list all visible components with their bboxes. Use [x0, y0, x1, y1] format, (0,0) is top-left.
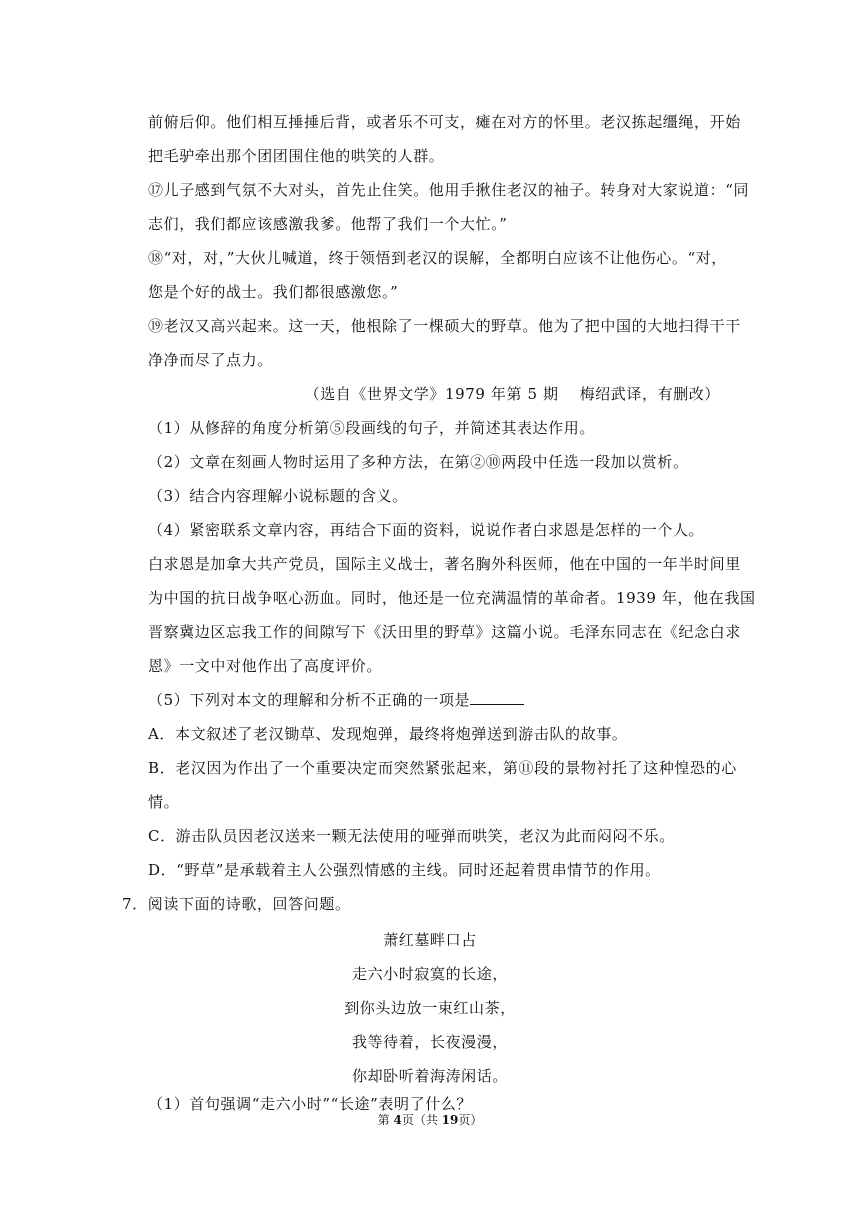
- passage-line: ⑰儿子感到气氛不大对头，首先止住笑。他用手揪住老汉的袖子。转身对大家说道：“同: [148, 181, 750, 199]
- passage-line: 把毛驴牵出那个团团围住他的哄笑的人群。: [148, 147, 445, 165]
- passage-line: ⑲老汉又高兴起来。这一天，他根除了一棵硕大的野草。他为了把中国的大地扫得干干: [148, 317, 741, 335]
- footer-page-number: 4: [393, 1113, 402, 1127]
- passage-line: 净净而尽了点力。: [148, 351, 273, 369]
- passage-line: ⑱“对，对，”大伙儿喊道，终于领悟到老汉的误解，全都明白应该不让他伤心。“对，: [148, 249, 727, 267]
- question-5: [148, 690, 524, 710]
- option-b: B．老汉因为作出了一个重要决定而突然紧张起来，第⑪段的景物衬托了这种惶恐的心: [148, 759, 737, 777]
- page-footer: [0, 1112, 860, 1128]
- question-7-1: （1）首句强调“走六小时”“长途”表明了什么？: [148, 1095, 473, 1113]
- footer-total-pages: 19: [441, 1113, 459, 1127]
- question-2: （2）文章在刻画人物时运用了多种方法，在第②⑩两段中任选一段加以赏析。: [148, 453, 689, 471]
- poem-line: 你却卧听着海涛闲话。: [351, 1067, 508, 1085]
- poem-line: 到你头边放一束红山茶，: [344, 999, 516, 1017]
- passage-line: 前俯后仰。他们相互捶捶后背，或者乐不可支，瘫在对方的怀里。老汉拣起缰绳，开始: [148, 113, 741, 131]
- source-citation: [0, 384, 860, 404]
- material-line: 为中国的抗日战争呕心沥血。同时，他还是一位充满温情的革命者。1939 年，他在我国: [148, 589, 756, 607]
- poem-line: 走六小时寂寞的长途，: [351, 965, 508, 983]
- option-a: A．本文叙述了老汉锄草、发现炮弹，最终将炮弹送到游击队的故事。: [148, 725, 628, 743]
- question-5-text: （5）下列对本文的理解和分析不正确的一项是: [148, 691, 471, 709]
- material-line: 白求恩是加拿大共产党员，国际主义战士，著名胸外科医师，他在中国的一年半时间里: [148, 555, 741, 573]
- question-4: （4）紧密联系文章内容，再结合下面的资料，说说作者白求恩是怎样的一个人。: [148, 521, 705, 539]
- material-line: 恩》一文中对他作出了高度评价。: [148, 657, 383, 675]
- question-3: （3）结合内容理解小说标题的含义。: [148, 487, 408, 505]
- material-line: 晋察冀边区忘我工作的间隙写下《沃田里的野草》这篇小说。毛泽东同志在《纪念白求: [148, 623, 741, 641]
- option-d: D．“野草”是承载着主人公强烈情感的主线。同时还起着贯串情节的作用。: [148, 861, 661, 879]
- footer-middle: 页（共: [401, 1113, 442, 1127]
- passage-line: 您是个好的战士。我们都很感激您。”: [148, 283, 399, 301]
- question-7-heading: 7．阅读下面的诗歌，回答问题。: [122, 895, 351, 913]
- poem-line: 我等待着，长夜漫漫，: [351, 1033, 508, 1051]
- option-b-cont: 情。: [148, 793, 180, 811]
- question-1: （1）从修辞的角度分析第⑤段画线的句子，并简述其表达作用。: [148, 419, 595, 437]
- poem-title: 萧红墓畔口占: [383, 931, 477, 949]
- passage-line: 志们，我们都应该感激我爹。他帮了我们一个大忙。”: [148, 215, 508, 233]
- answer-blank[interactable]: [470, 690, 524, 705]
- option-c: C．游击队员因老汉送来一颗无法使用的哑弹而哄笑，老汉为此而闷闷不乐。: [148, 827, 675, 845]
- footer-prefix: 第: [377, 1113, 394, 1127]
- source-citation-text: （选自《世界文学》1979 年第 5 期 梅绍武译，有删改）: [304, 385, 720, 403]
- footer-suffix: 页）: [458, 1113, 483, 1127]
